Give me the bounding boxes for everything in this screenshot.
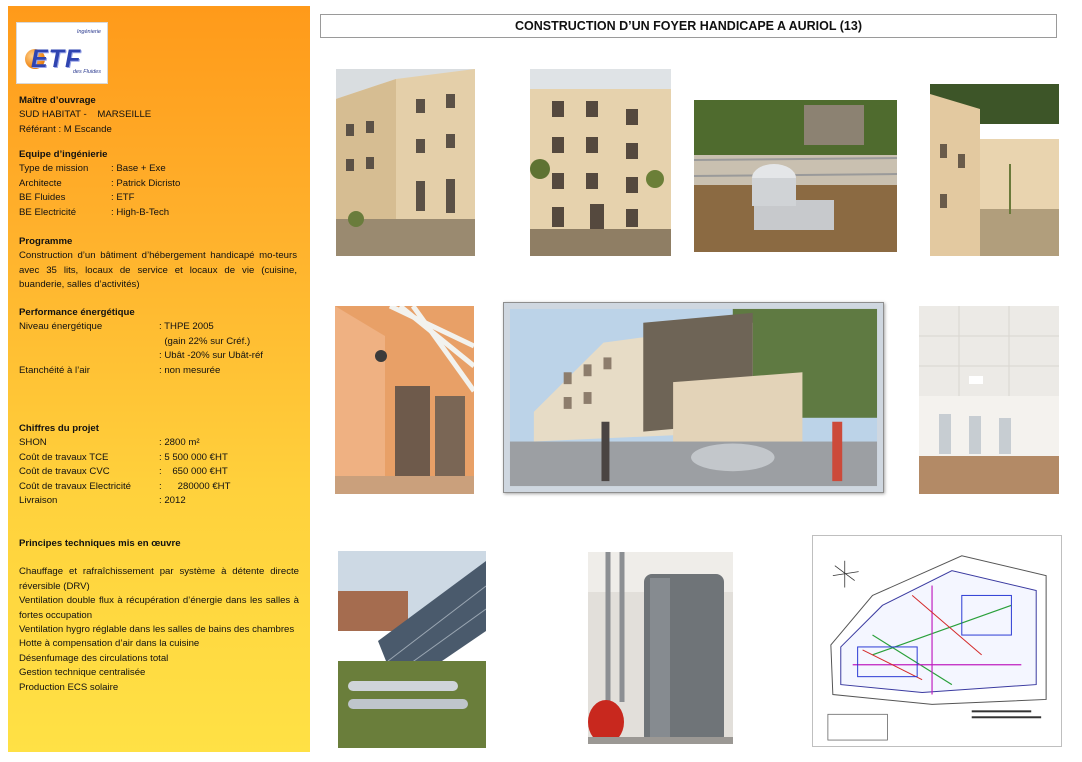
principle-item: Ventilation double flux à récupération d’énergie dans les salles à fortes occupation xyxy=(19,595,299,621)
logo-tagline-bottom: des Fluides xyxy=(72,69,101,75)
team-row xyxy=(19,162,309,176)
team-row-label: BE Electricité xyxy=(19,206,77,218)
performance-row xyxy=(19,349,309,363)
team-section xyxy=(19,148,309,220)
figures-heading: Chiffres du projet xyxy=(19,423,99,434)
performance-row-value: : THPE 2005 xyxy=(159,321,214,333)
team-row-label: Architecte xyxy=(19,177,62,189)
photo-terrace-pergola xyxy=(335,306,474,494)
programme-heading: Programme xyxy=(19,236,73,247)
team-heading: Equipe d’ingénierie xyxy=(19,149,108,160)
etf-logo xyxy=(16,22,108,84)
team-row-value: : High-B-Tech xyxy=(111,206,170,218)
figures-row-label: Livraison xyxy=(19,494,58,506)
principle-item: Désenfumage des circulations total xyxy=(19,652,169,664)
principle-item: Production ECS solaire xyxy=(19,681,119,693)
photo-solar-panels xyxy=(338,551,486,748)
owner-line: SUD HABITAT - MARSEILLE xyxy=(19,109,152,121)
performance-row-value: (gain 22% sur Créf.) xyxy=(159,335,251,347)
performance-section xyxy=(19,306,309,378)
principle-item: Chauffage et rafraîchissement par système à détente directe réversible (DRV) xyxy=(19,566,299,592)
owner-section xyxy=(19,94,151,137)
photo-interior-room xyxy=(919,306,1059,494)
photo-roof-fan xyxy=(694,100,897,252)
page-title: CONSTRUCTION D’UN FOYER HANDICAPE A AURIOL (13) xyxy=(320,14,1057,38)
photo-architectural-render xyxy=(503,302,884,493)
performance-row-value: : Ubât -20% sur Ubât-réf xyxy=(159,350,263,362)
figures-row-value: : 2800 m² xyxy=(159,437,200,449)
owner-referent: Référant : M Escande xyxy=(19,123,112,135)
figures-row xyxy=(19,480,309,494)
photo-courtyard-facade xyxy=(336,69,475,256)
team-row-value: : Patrick Dicristo xyxy=(111,177,181,189)
figures-row-label: Coût de travaux TCE xyxy=(19,451,109,463)
performance-row-label: Etanchéité à l’air xyxy=(19,364,90,376)
programme-text: Construction d’un bâtiment d’hébergement handicapé mo-teurs avec 35 lits, locaux de service et locaux de vie (cuisine, buanderie, salles d’activités) xyxy=(19,250,297,291)
figures-row xyxy=(19,436,309,450)
figures-row-value: : 2012 xyxy=(159,494,186,506)
figures-section xyxy=(19,422,309,508)
programme-section xyxy=(19,235,297,293)
figures-row xyxy=(19,465,309,479)
principle-item: Ventilation hygro réglable dans les salles de bains des chambres xyxy=(19,624,295,636)
figures-row-value: : 5 500 000 €HT xyxy=(159,451,228,463)
team-row-value: : Base + Exe xyxy=(111,163,166,175)
figures-row-value: : 280000 €HT xyxy=(159,480,231,492)
performance-row-label: Niveau énergétique xyxy=(19,321,103,333)
logo-tagline-top: Ingénierie xyxy=(76,29,101,35)
team-row-value: : ETF xyxy=(111,192,135,204)
figures-row xyxy=(19,451,309,465)
figures-row-label: Coût de travaux CVC xyxy=(19,466,110,478)
figures-row xyxy=(19,494,309,508)
performance-row xyxy=(19,335,309,349)
photo-building-elevation xyxy=(530,69,671,256)
photo-corner-courtyard xyxy=(930,84,1059,256)
team-row xyxy=(19,191,309,205)
figures-row-value: : 650 000 €HT xyxy=(159,466,228,478)
team-row xyxy=(19,206,309,220)
photo-hot-water-tank xyxy=(588,552,733,744)
team-row-label: Type de mission xyxy=(19,163,89,175)
principle-item: Hotte à compensation d’air dans la cuisine xyxy=(19,638,200,650)
figures-row-label: Coût de travaux Electricité xyxy=(19,480,131,492)
performance-heading: Performance énergétique xyxy=(19,307,135,318)
figures-row-label: SHON xyxy=(19,437,47,449)
site-plan-drawing xyxy=(812,535,1062,747)
principle-item: Gestion technique centralisée xyxy=(19,667,146,679)
owner-heading: Maître d’ouvrage xyxy=(19,95,96,106)
team-row-label: BE Fluides xyxy=(19,192,66,204)
performance-row xyxy=(19,364,309,378)
principles-section xyxy=(19,537,299,695)
principles-heading: Principes techniques mis en œuvre xyxy=(19,538,181,549)
team-row xyxy=(19,177,309,191)
info-sidebar xyxy=(8,6,310,752)
logo-wordmark: ETF xyxy=(31,45,82,73)
performance-row xyxy=(19,320,309,334)
performance-row-value: : non mesurée xyxy=(159,364,221,376)
